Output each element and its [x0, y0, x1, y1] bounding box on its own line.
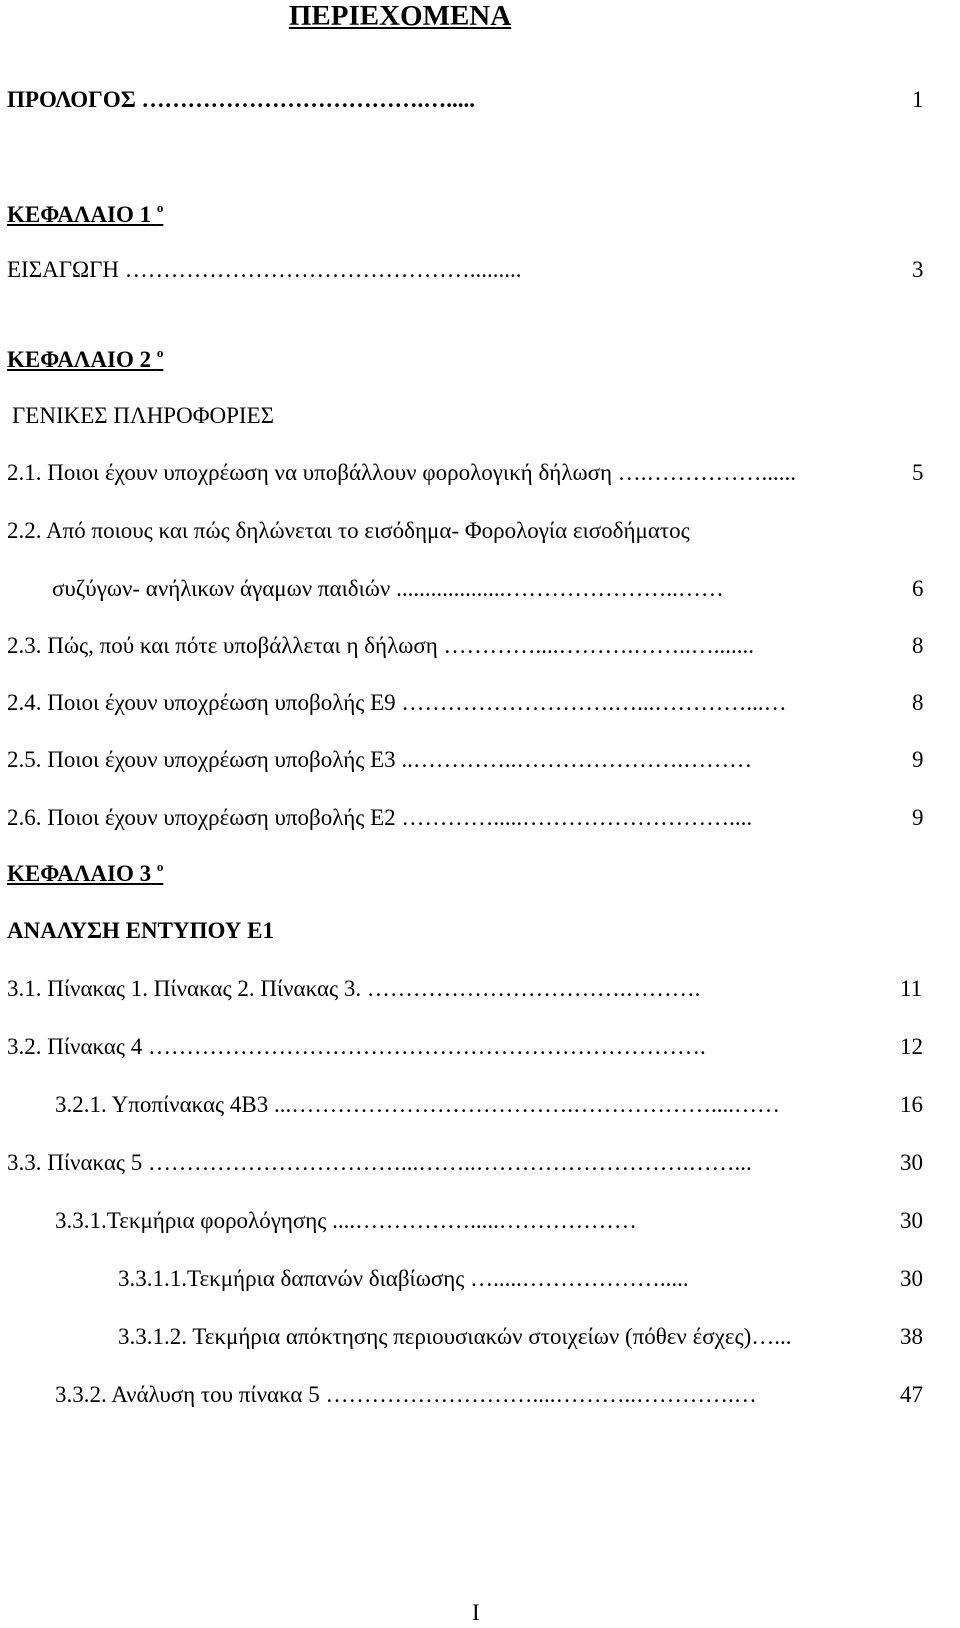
chapter3-heading: [0, 854, 960, 894]
toc-intro-page: 3: [912, 257, 924, 282]
toc-item-label: 2.6. Ποιοι έχουν υποχρέωση υποβολής Ε2 ………….....………………………....: [7, 805, 753, 830]
toc-item-page: 30: [900, 1150, 923, 1175]
toc-item-label: 3.1. Πίνακας 1. Πίνακας 2. Πίνακας 3. …………………………….……….: [7, 976, 701, 1001]
toc-item-label: 3.2.1. Υποπίνακας 4Β3 ...……………………………….………………....……: [55, 1092, 781, 1117]
toc-item-label: 2.5. Ποιοι έχουν υποχρέωση υποβολής Ε3 ..…………..………………….………: [7, 747, 753, 772]
toc-prologue-page: 1: [912, 87, 924, 112]
toc-item-3-3-1-2: [0, 1317, 960, 1357]
toc-prologue: [0, 80, 960, 120]
toc-item-page: 30: [900, 1208, 923, 1233]
toc-item-2-2: [0, 511, 960, 551]
toc-item-3-2: [0, 1027, 960, 1067]
toc-item-page: 9: [912, 805, 924, 830]
toc-item-page: 47: [900, 1382, 923, 1407]
chapter1-title-text: ΚΕΦΑΛΑΙΟ 1: [7, 202, 152, 227]
toc-item-2-1: [0, 453, 960, 493]
page-number: I: [472, 1600, 480, 1625]
toc-item-2-3: [0, 626, 960, 666]
toc-item-2-2-cont: [0, 569, 960, 609]
chapter2-heading: [0, 340, 960, 380]
toc-item-page: 16: [900, 1092, 923, 1117]
chapter2-title-text: ΚΕΦΑΛΑΙΟ 2: [7, 347, 152, 372]
chapter2-subtitle-text: ΓΕΝΙΚΕΣ ΠΛΗΡΟΦΟΡΙΕΣ: [12, 403, 275, 428]
toc-item-page: 30: [900, 1266, 923, 1291]
toc-item-page: 11: [900, 976, 923, 1001]
chapter1-title: [7, 195, 163, 238]
toc-item-label: 3.3.2. Ανάλυση του πίνακα 5 ………………………....………..………….…: [55, 1382, 757, 1407]
chapter3-title: [7, 854, 163, 897]
chapter3-subtitle-text: ΑΝΑΛΥΣΗ ΕΝΤΥΠΟΥ Ε1: [7, 918, 274, 943]
toc-item-page: 38: [900, 1324, 923, 1349]
chapter1-title-sup: ο: [156, 200, 164, 215]
toc-item-label: 3.2. Πίνακας 4 ……………………………………………………………….: [7, 1034, 706, 1059]
toc-item-2-6: [0, 798, 960, 838]
toc-item-page: 8: [912, 690, 924, 715]
toc-item-label: 3.3. Πίνακας 5 ……………………………...……..……………………….……...: [7, 1150, 752, 1175]
toc-prologue-label: ΠΡΟΛΟΓΟΣ ……………………………….….....: [7, 87, 475, 112]
toc-item-3-3: [0, 1143, 960, 1183]
toc-item-page: 5: [912, 460, 924, 485]
chapter3-title-text: ΚΕΦΑΛΑΙΟ 3: [7, 861, 152, 886]
toc-item-3-3-2: [0, 1375, 960, 1415]
chapter2-title-sup: ο: [156, 345, 164, 360]
toc-item-3-1: [0, 969, 960, 1009]
chapter2-subtitle: [0, 396, 960, 436]
toc-item-label: 3.3.1.1.Τεκμήρια δαπανών διαβίωσης ….....……………….....: [118, 1266, 689, 1291]
page-title: ΠΕΡΙΕΧΟΜΕΝΑ: [288, 0, 512, 32]
toc-item-label: 2.2. Από ποιους και πώς δηλώνεται το εισόδημα- Φορολογία εισοδήματος: [7, 518, 690, 543]
toc-item-label: 2.3. Πώς, πού και πότε υποβάλλεται η δήλωση …………....……….……..….......: [7, 633, 755, 658]
toc-item-page: 8: [912, 633, 924, 658]
toc-item-label: 2.1. Ποιοι έχουν υποχρέωση να υποβάλλουν φορολογική δήλωση ….……………......: [7, 460, 797, 485]
toc-item-2-5: [0, 740, 960, 780]
toc-item-label: 2.4. Ποιοι έχουν υποχρέωση υποβολής Ε9 ……………………….…...…………...…: [7, 690, 787, 715]
toc-item-3-3-1: [0, 1201, 960, 1241]
toc-item-page: 9: [912, 747, 924, 772]
toc-item-label: συζύγων- ανήλικων άγαμων παιδιών ...................…………………..……: [52, 576, 724, 601]
chapter3-title-sup: ο: [156, 859, 164, 874]
toc-item-page: 12: [900, 1034, 923, 1059]
chapter3-subtitle: [0, 911, 960, 951]
toc-item-3-2-1: [0, 1085, 960, 1125]
toc-item-page: 6: [912, 576, 924, 601]
toc-item-label: 3.3.1.2. Τεκμήρια απόκτησης περιουσιακών στοιχείων (πόθεν έσχες)…...: [118, 1324, 792, 1349]
toc-item-2-4: [0, 683, 960, 723]
toc-item-3-3-1-1: [0, 1259, 960, 1299]
toc-intro: [0, 250, 960, 290]
toc-intro-label: ΕΙΣΑΓΩΓΗ ……………………………………….........: [7, 257, 522, 282]
toc-item-label: 3.3.1.Τεκμήρια φορολόγησης ....…………….....………………: [55, 1208, 637, 1233]
chapter2-title: [7, 340, 163, 383]
chapter1-heading: [0, 195, 960, 235]
